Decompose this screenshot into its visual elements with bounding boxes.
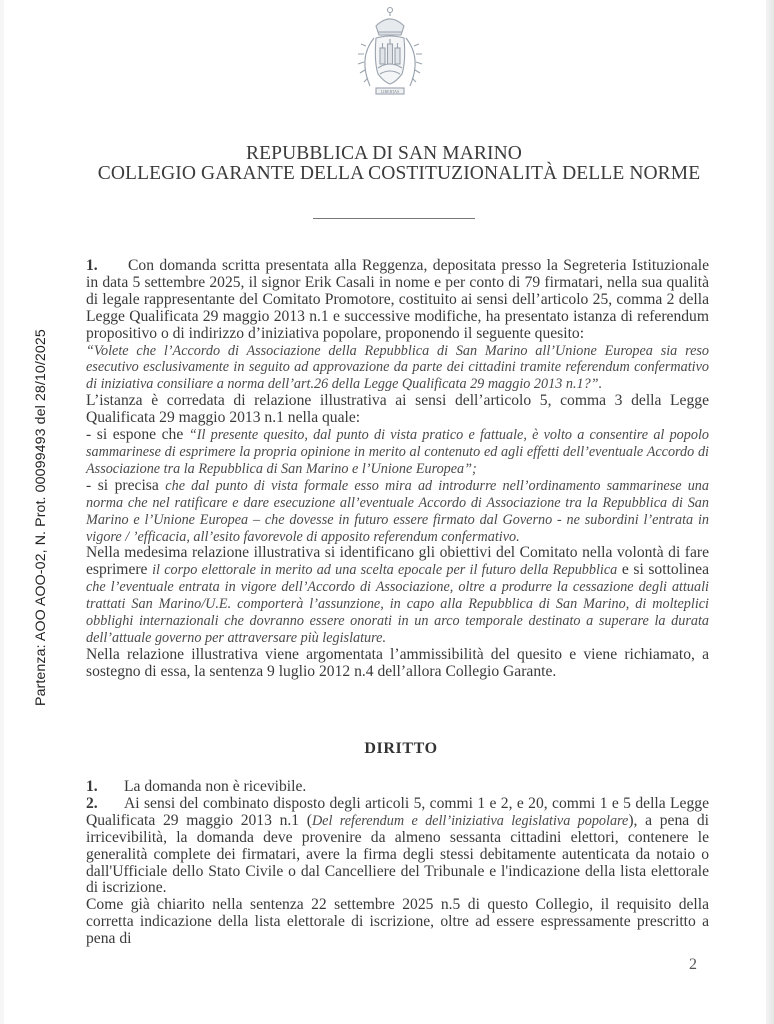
protocol-stamp: Partenza: AOO AOO-02, N. Prot. 00099493 del 28/10/2025 xyxy=(33,329,49,706)
header-republic: REPUBBLICA DI SAN MARINO xyxy=(246,143,522,164)
diritto-paragraph-2: 2. Ai sensi del combinato disposto degli articoli 5, commi 1 e 2, e 20, commi 1 e 5 della Legge Qualificata 29 maggio 2013 n.1 (Del referendum e dell’iniziativa legislativa popolare), a pena di irricevibilità, la domanda deve provenire da almeno sessanta cittadini elettori, contenere le generalità complete dei firmatari, avere la firma degli stessi debitamente autenticata da notaio o dall'Ufficiale dello Stato Civile o dal Cancelliere del Tribunale e l'indicazione della lista elettorale di iscrizione. xyxy=(86,794,709,897)
referendum-question: “Volete che l’Accordo di Associazione della Repubblica di San Marino all’Unione Europea sia reso esecutivo esclusivamente in seguito ad approvazione da parte dei cittadini tramite referendum confermativo di iniziativa consiliare a norma dell’art.26 della Legge Qualificata 29 maggio 2013 n.1?”. xyxy=(86,342,709,393)
diritto-paragraph-1: 1. La domanda non è ricevibile. xyxy=(86,778,307,795)
header-court: COLLEGIO GARANTE DELLA COSTITUZIONALITÀ DELLE NORME xyxy=(97,163,701,184)
paragraph-number: 1. xyxy=(86,257,98,274)
diritto-section xyxy=(86,779,709,948)
coat-of-arms-icon xyxy=(352,2,428,104)
bullet-1: - si espone che “Il presente quesito, dal punto di vista pratico e fattuale, è volto a consentire al popolo sammarinese di esprimere la propria opinione in merito al contenuto ed agli effetti dell’eventuale Accordo di Associazione tra la Repubblica di San Marino e l’Unione Europea”; xyxy=(86,426,709,477)
svg-text:LIBERTAS: LIBERTAS xyxy=(380,89,400,94)
paragraph-number: 1. xyxy=(86,778,98,795)
header-divider xyxy=(313,218,475,219)
paragraph-number: 2. xyxy=(86,794,98,812)
fatto-paragraph-1: 1. Con domanda scritta presentata alla Reggenza, depositata presso la Segreteria Istituzionale in data 5 settembre 2025, il signor Erik Casali in nome e per conto di 79 firmatari, nella sua qualità di legale rappresentante del Comitato Promotore, costituito ai sensi dell’articolo 25, comma 2 della Legge Qualificata 29 maggio 2013 n.1 e successive modifiche, ha presentato istanza di referendum propositivo o di indirizzo d’iniziativa popolare, proponendo il seguente quesito: xyxy=(86,257,709,342)
fatto-paragraph-4: Nella relazione illustrativa viene argomentata l’ammissibilità del quesito e viene richiamato, a sostegno di essa, la sentenza 9 luglio 2012 n.4 dell’allora Collegio Garante. xyxy=(86,645,709,680)
fatto-paragraph-2: L’istanza è corredata di relazione illustrativa ai sensi dell’articolo 5, comma 3 della Legge Qualificata 29 maggio 2013 n.1 nella quale: xyxy=(86,392,709,427)
page-number: 2 xyxy=(689,956,697,973)
bullet-2: - si precisa che dal punto di vista formale esso mira ad introdurre nell’ordinamento sammarinese una norma che nel ratificare e dare esecuzione all’eventuale Accordo di Associazione tra la Repubblica di San Marino e l’Unione Europea – che dovesse in futuro essere firmato dal Governo - ne subordini l’entrata in vigore / ’efficacia, all’esito favorevole di apposito referendum confermativo. xyxy=(86,476,709,545)
fatto-section xyxy=(86,258,709,681)
section-title-diritto: DIRITTO xyxy=(364,740,438,757)
fatto-paragraph-3: Nella medesima relazione illustrativa si identificano gli obiettivi del Comitato nella volontà di fare esprimere il corpo elettorale in merito ad una scelta epocale per il futuro della Repubblica e si sottolinea che l’eventuale entrata in vigore dell’Accordo di Associazione, oltre a produrre la cessazione degli attuali trattati San Marino/U.E. comporterà l’assunzione, in capo alla Repubblica di San Marino, di molteplici obblighi internazionali che dovranno essere onorati in un arco temporale destinato a superare la durata dell’attuale governo per attraversare più legislature. xyxy=(86,544,709,646)
diritto-paragraph-3: Come già chiarito nella sentenza 22 settembre 2025 n.5 di questo Collegio, il requisito della corretta indicazione della lista elettorale di iscrizione, oltre ad essere espressamente prescritto a pena di xyxy=(86,896,709,948)
